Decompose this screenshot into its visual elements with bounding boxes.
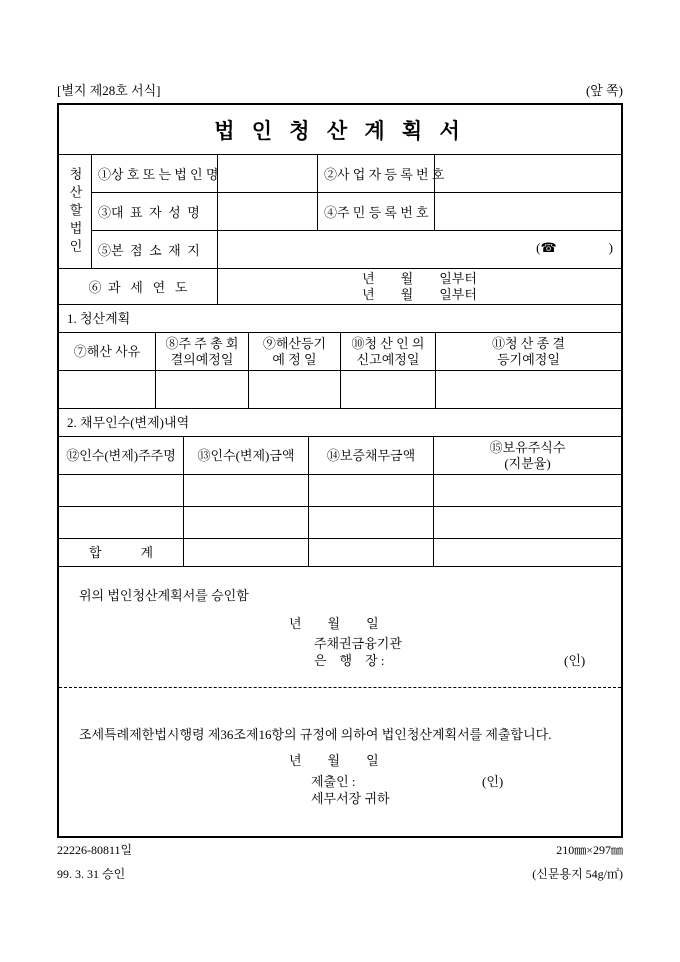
side-label-liquidating-corporation: 청산할법인 xyxy=(59,155,92,269)
input-cell-representative-name xyxy=(218,193,318,231)
input-cell-shareholder-row1 xyxy=(59,475,184,507)
label-resident-registration-number: ④주 민 등 록 번 호 xyxy=(318,193,435,231)
header-liquidator-report-date: ⑩청 산 인 의 신고예정일 xyxy=(341,333,436,371)
tax-year-from-line-1: 년 월 일부터 xyxy=(362,270,477,286)
header-dissolution-registration-date: ⑨해산등기 예 정 일 xyxy=(249,333,341,371)
input-cell-corporate-name xyxy=(218,155,318,193)
form-footer xyxy=(57,841,623,889)
form-outer-box xyxy=(57,103,623,838)
front-page-label: (앞 쪽) xyxy=(585,83,623,98)
input-cell-shares-row2 xyxy=(434,507,621,539)
label-representative-name: ③대 표 자 성 명 xyxy=(92,193,218,231)
liquidation-plan-table xyxy=(59,333,621,409)
page-header xyxy=(57,80,623,99)
phone-paren-open: ( xyxy=(536,240,541,255)
section2-title: 2. 채무인수(변제)내역 xyxy=(59,409,621,437)
input-cell-liquidation-completion-date xyxy=(436,371,621,409)
label-corporate-name: ①상 호 또 는 법 인 명 xyxy=(92,155,218,193)
input-cell-business-registration-number xyxy=(435,155,621,193)
header-assuming-shareholder-name: ⑫인수(변제)주주명 xyxy=(59,437,184,475)
recipient-line: 세무서장 귀하 xyxy=(311,791,390,806)
submitter-line: 제출인 : xyxy=(311,774,356,789)
approval-org-line: 주채권금융기관 xyxy=(314,636,402,651)
input-cell-amount-row2 xyxy=(184,507,309,539)
header-liquidation-completion-date: ⑪청 산 종 결 등기예정일 xyxy=(436,333,621,371)
approval-date-line: 년 월 일 xyxy=(289,616,379,631)
input-cell-shareholder-meeting-date xyxy=(156,371,249,409)
input-cell-dissolution-registration-date xyxy=(249,371,341,409)
input-cell-tax-year xyxy=(218,269,621,305)
input-cell-guarantee-row2 xyxy=(309,507,434,539)
header-dissolution-reason: ⑦해산 사유 xyxy=(59,333,156,371)
label-business-registration-number: ②사 업 자 등 록 번 호 xyxy=(318,155,435,193)
label-tax-year: ⑥ 과 세 연 도 xyxy=(59,269,218,305)
footer-approval-date: 99. 3. 31 승인 xyxy=(57,867,126,881)
company-info-table xyxy=(59,155,621,305)
header-shareholder-meeting-date: ⑧주 주 총 회 결의예정일 xyxy=(156,333,249,371)
header-assumed-amount: ⑬인수(변제)금액 xyxy=(184,437,309,475)
input-cell-guarantee-row1 xyxy=(309,475,434,507)
approval-signer-line: 은 행 장 : xyxy=(314,653,385,668)
approval-block xyxy=(59,567,621,688)
section1-title: 1. 청산계획 xyxy=(59,305,621,333)
label-head-office-address: ⑤본 점 소 재 지 xyxy=(92,231,218,269)
submission-seal-mark: (인) xyxy=(482,774,504,789)
input-cell-head-office-address xyxy=(218,231,621,269)
input-cell-total-amount xyxy=(184,539,309,567)
input-cell-shares-row1 xyxy=(434,475,621,507)
form-annex-label: [별지 제28호 서식] xyxy=(57,83,161,98)
phone-paren-close: ) xyxy=(608,240,613,255)
input-cell-liquidator-report-date xyxy=(341,371,436,409)
footer-form-number: 22226-80811일 xyxy=(57,843,133,857)
approval-seal-mark: (인) xyxy=(564,653,586,668)
input-cell-dissolution-reason xyxy=(59,371,156,409)
input-cell-amount-row1 xyxy=(184,475,309,507)
form-title: 법 인 청 산 계 획 서 xyxy=(59,105,621,155)
debt-assumption-table xyxy=(59,437,621,567)
input-cell-resident-registration-number xyxy=(435,193,621,231)
total-row-label: 합 계 xyxy=(59,539,184,567)
input-cell-shareholder-row2 xyxy=(59,507,184,539)
footer-paper-spec: (신문용지 54g/㎡) xyxy=(532,867,623,881)
approval-statement: 위의 법인청산계획서를 승인함 xyxy=(79,588,249,603)
submission-statement: 조세특례제한법시행령 제36조제16항의 규정에 의하여 법인청산계획서를 제출합니다. xyxy=(79,727,552,742)
tax-year-from-line-2: 년 월 일부터 xyxy=(362,286,477,302)
footer-paper-size: 210㎜×297㎜ xyxy=(556,843,623,857)
input-cell-total-guarantee xyxy=(309,539,434,567)
submission-block xyxy=(59,688,621,836)
submission-date-line: 년 월 일 xyxy=(289,753,379,768)
phone-icon: ☎ xyxy=(540,240,557,255)
input-cell-total-shares xyxy=(434,539,621,567)
header-guaranteed-debt-amount: ⑭보증채무금액 xyxy=(309,437,434,475)
header-shares-held: ⑮보유주식수 (지분율) xyxy=(434,437,621,475)
